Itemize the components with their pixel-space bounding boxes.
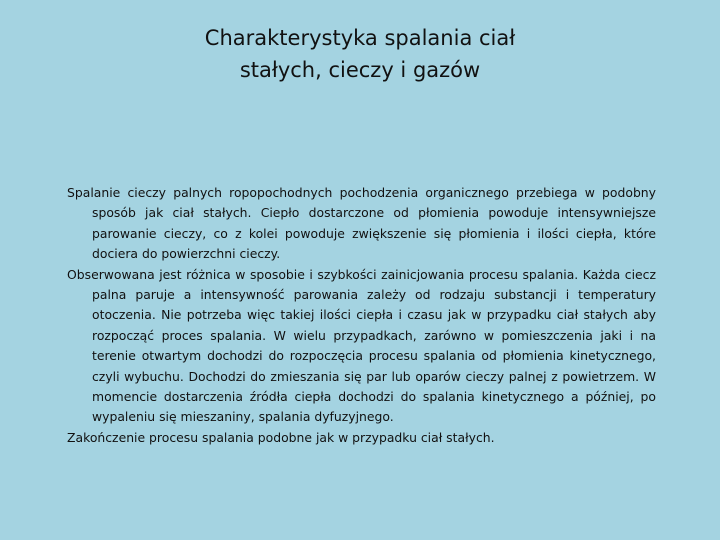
title-line-2: stałych, cieczy i gazów [239, 58, 481, 82]
slide-body [67, 183, 656, 448]
paragraph-liquid-combustion: Spalanie cieczy palnych ropopochodnych pochodzenia organicznego przebiega w podobny sposób jak ciał stałych. Ciepło dostarczone od płomienia powoduje intensywniejsze parowanie cieczy, co z kolei powoduje zwiększenie się płomienia i ilości ciepła, które dociera do powierzchni cieczy. [67, 185, 656, 262]
title-line-1: Charakterystyka spalania ciał [204, 26, 516, 50]
slide-title [120, 22, 600, 86]
paragraph-ignition-difference: Obserwowana jest różnica w sposobie i szybkości zainicjowania procesu spalania. Każda ciecz palna paruje a intensywność parowania zależy od rodzaju substancji i temperatury otoczenia. Nie potrzeba więc takiej ilości ciepła i czasu jak w przypadku ciał stałych aby rozpocząć proces spalania. W wielu przypadkach, zarówno w pomieszczenia jaki i na terenie otwartym dochodzi do rozpoczęcia procesu spalania od płomienia kinetycznego, czyli wybuchu. Dochodzi do zmieszania się par lub oparów cieczy palnej z powietrzem. W momencie dostarczenia źródła ciepła dochodzi do spalania kinetycznego a później, po wypaleniu się mieszaniny, spalania dyfuzyjnego. [67, 266, 656, 425]
paragraph-combustion-end: Zakończenie procesu spalania podobne jak w przypadku ciał stałych. [67, 429, 495, 445]
